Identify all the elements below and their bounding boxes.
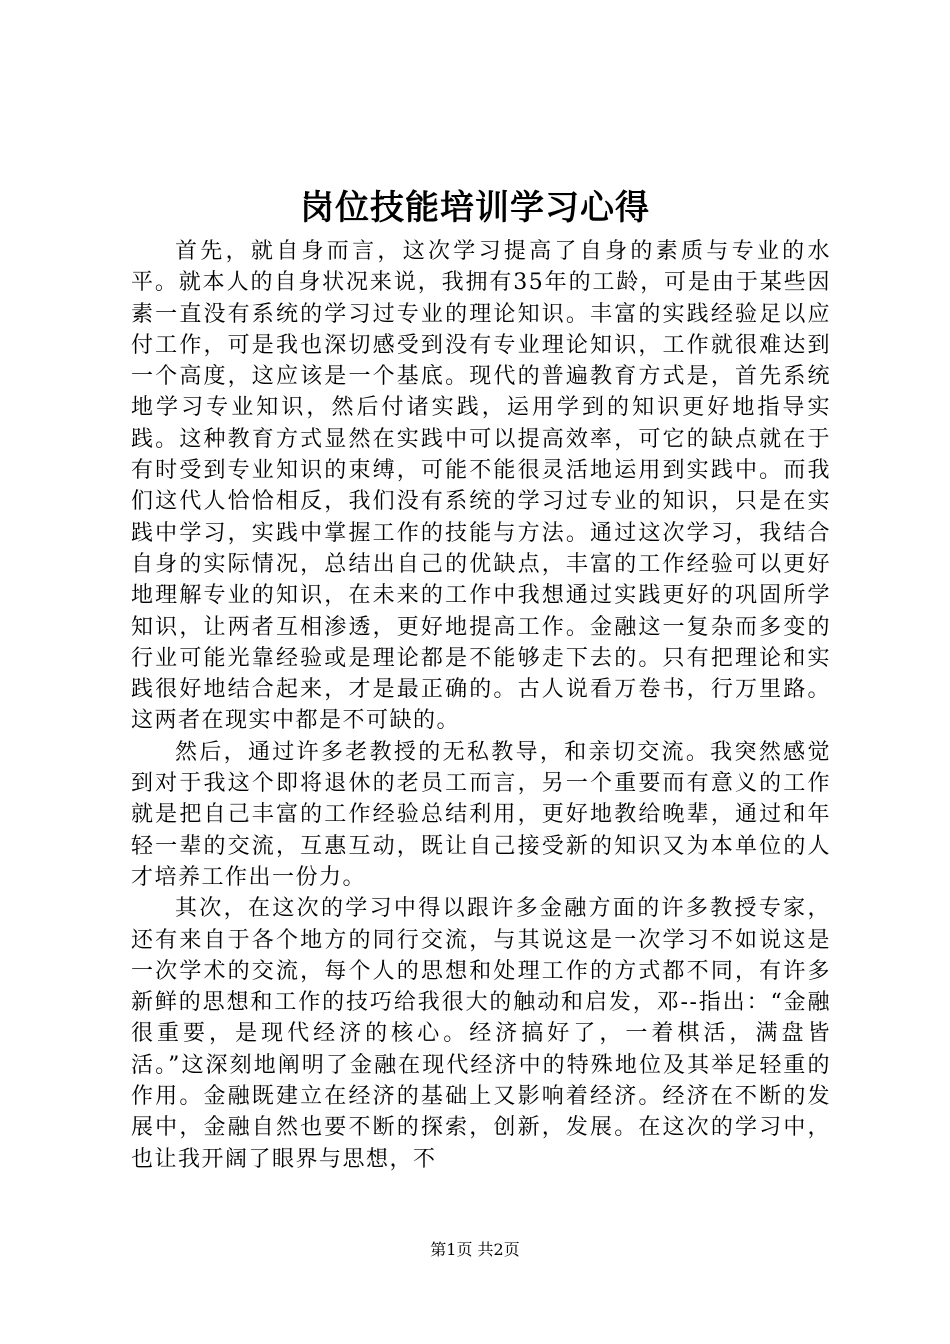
document-title: 岗位技能培训学习心得 <box>300 188 650 228</box>
paragraph-1: 首先，就自身而言，这次学习提高了自身的素质与专业的水平。就本人的自身状况来说，我拥有35年的工龄，可是由于某些因素一直没有系统的学习过专业的理论知识。丰富的实践经验足以应付工作，可是我也深切感受到没有专业理论知识，工作就很难达到一个高度，这应该是一个基底。现代的普遍教育方式是，首先系统地学习专业知识，然后付诸实践，运用学到的知识更好地指导实践。这种教育方式显然在实践中可以提高效率，可它的缺点就在于有时受到专业知识的束缚，可能不能很灵活地运用到实践中。而我们这代人恰恰相反，我们没有系统的学习过专业的知识，只是在实践中学习，实践中掌握工作的技能与方法。通过这次学习，我结合自身的实际情况，总结出自己的优缺点，丰富的工作经验可以更好地理解专业的知识，在未来的工作中我想通过实践更好的巩固所学知识，让两者互相渗透，更好地提高工作。金融这一复杂而多变的行业可能光靠经验或是理论都是不能够走下去的。只有把理论和实践很好地结合起来，才是最正确的。古人说看万卷书，行万里路。这两者在现实中都是不可缺的。 <box>131 239 831 734</box>
page-footer: 第1页 共2页 <box>430 1240 520 1259</box>
document-body <box>131 236 831 1175</box>
paragraph-3: 其次，在这次的学习中得以跟许多金融方面的许多教授专家，还有来自于各个地方的同行交流，与其说这是一次学习不如说这是一次学术的交流，每个人的思想和处理工作的方式都不同，有许多新鲜的思想和工作的技巧给我很大的触动和启发，邓--指出：“金融很重要，是现代经济的核心。经济搞好了，一着棋活，满盘皆活。”这深刻地阐明了金融在现代经济中的特殊地位及其举足轻重的作用。金融既建立在经济的基础上又影响着经济。经济在不断的发展中，金融自然也要不断的探索，创新，发展。在这次的学习中，也让我开阔了眼界与思想，不 <box>131 896 831 1172</box>
paragraph-2: 然后，通过许多老教授的无私教导，和亲切交流。我突然感觉到对于我这个即将退休的老员工而言，另一个重要而有意义的工作就是把自己丰富的工作经验总结利用，更好地教给晚辈，通过和年轻一辈的交流，互惠互动，既让自己接受新的知识又为本单位的人才培养工作出一份力。 <box>131 739 831 890</box>
